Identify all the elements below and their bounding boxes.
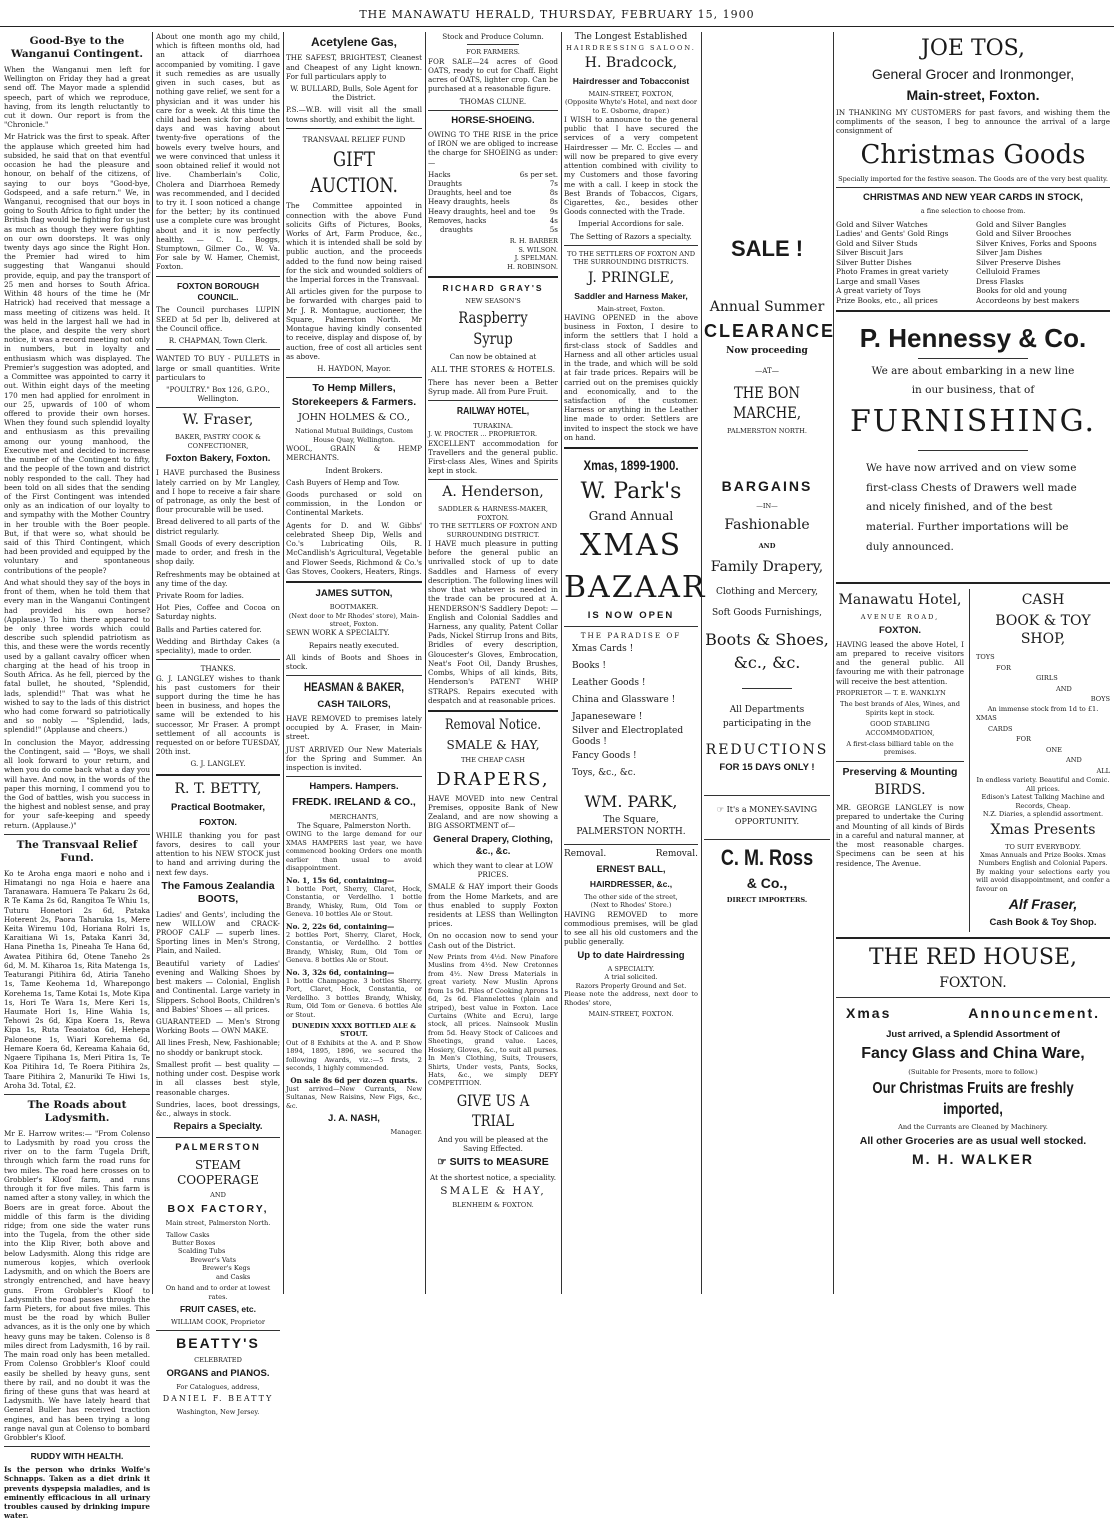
fraser-headline: W. Fraser, bbox=[182, 412, 254, 429]
removal-row bbox=[564, 849, 698, 861]
ball-side: The other side of the street, bbox=[584, 892, 678, 901]
etc: &c., &c. bbox=[733, 653, 801, 673]
park-item: Silver and Electroplated Goods ! bbox=[572, 726, 684, 747]
hemp-addr: National Mutual Buildings, Custom House Quay, Wellington. bbox=[294, 427, 414, 444]
bonmarche-place: PALMERSTON NORTH. bbox=[727, 426, 807, 435]
raspberry-stores: ALL THE STORES & HOTELS. bbox=[430, 364, 556, 374]
now-open: IS NOW OPEN bbox=[587, 610, 675, 622]
tos-imported: Specially imported for the festive season. The Goods are of the very best quality. bbox=[838, 174, 1108, 183]
fraser-sub: BAKER, PASTRY COOK & CONFECTIONER, bbox=[175, 433, 261, 450]
hamper-2: 2 bottles Port, Sherry, Claret, Hock, Constantia, or Verdellho. 2 bottles Brandy, Whisky, Rum, Old Tom or Geneva. 8 bottles Ale or Stout. bbox=[286, 930, 422, 965]
bradcock-salon: HAIRDRESSING SALOON. bbox=[566, 43, 696, 52]
park-place: PALMERSTON NORTH. bbox=[576, 826, 686, 837]
arrived: Just arrived, a Splendid Assortment of bbox=[886, 1029, 1060, 1041]
reductions: REDUCTIONS bbox=[705, 741, 829, 758]
raspberry-text: Can now be obtained at bbox=[449, 352, 537, 362]
beatty-headline: BEATTY'S bbox=[176, 1335, 260, 1352]
goods-list bbox=[836, 220, 1110, 305]
in: —IN— bbox=[756, 502, 778, 511]
ireland-sub: MERCHANTS, bbox=[329, 812, 379, 821]
hotel-prop: PROPRIETOR — T. E. WANKLYN bbox=[836, 688, 946, 697]
fraser-text: Small Goods of every description made to order, and fresh in the shop daily. bbox=[156, 538, 280, 567]
hotel-stabling: GOOD STABLING ACCOMMODATION, bbox=[865, 720, 935, 737]
column-rule bbox=[425, 32, 426, 1294]
cooperage-item: Butter Boxes bbox=[172, 1238, 216, 1247]
zealandia-text: Ladies' and Gents', including the new WILLOW and CRACK-PROOF CALF — superb lines. Sporting lines in Men's Strong, Plain, and Nailed. bbox=[156, 909, 280, 956]
immense: An immense stock from 1d to £1. bbox=[987, 704, 1099, 713]
thanks-sign: G. J. LANGLEY. bbox=[190, 759, 246, 769]
presents-text: Xmas Annuals and Prize Books. Xmas Numbers English and Colonial Papers. bbox=[978, 850, 1108, 868]
zealandia-headline: The Famous Zealandia BOOTS, bbox=[161, 879, 275, 906]
beatty-name: DANIEL F. BEATTY bbox=[162, 1394, 274, 1404]
remedy-text: About one month ago my child, which is fifteen months old, had an attack of diarrhoea accompanied by vomiting. I gave it such remedies as are usually given in such cases, but as nothing gave relief, we sent for a physician and it was under his care for a week. At this time the child had been sick for about ten days and was having about twenty-five operations of the bowels every twelve hours, and we were convinced that unless it soon obtained relief it would not live. Chamberlain's Colic, Cholera and Diarrhoea Remedy was recommended, and I decided to try it. I soon noticed a change for the better; by its continued use a complete cure was brought about and it is now perfectly healthy. — C. L. Boggs, Stumptown, Gilmer Co., W. Va. For sale by W. Hamer, Chemist, Foxton. bbox=[156, 32, 280, 272]
park-item: Toys, &c., &c. bbox=[572, 767, 636, 778]
goods-left: Gold and Silver Watches Ladies' and Gents' Gold Rings Gold and Silver Studs Silver Biscuit Jars Silver Butter Dishes Photo Frames in great variety Large and small Vases A great variety of Toys Prize Books, etc., all prices bbox=[836, 219, 949, 305]
dunedin-fruit: Just arrived—New Currants, New Sultanas, New Raisins, New Figs, &c., &c. bbox=[286, 1084, 422, 1110]
proceeding: Now proceeding bbox=[726, 346, 808, 357]
presents-sub: TO SUIT EVERYBODY. bbox=[1005, 842, 1081, 851]
cooperage-addr: Main street, Palmerston North. bbox=[165, 1219, 271, 1228]
stock-headline: Stock and Produce Column. bbox=[442, 32, 544, 41]
railway-prop: J. W. PROCTER ... PROPRIETOR. bbox=[428, 430, 538, 439]
hemp-firm: JOHN HOLMES & CO., bbox=[298, 412, 410, 424]
cooperage-item: Brewer's Vats bbox=[190, 1255, 237, 1264]
suitable: (Suitable for Presents, more to follow.) bbox=[908, 1067, 1038, 1076]
gift-text: The Committee appointed in connection with the above Fund solicits Gifts of Pictures, Books, Works of Art, Farm Produce, &c., which it is intended shall be sold by public auction, and the proceeds added to the fund now being raised for the sick and wounded soldiers of the Imperial forces in the Transvaal. bbox=[286, 201, 422, 285]
fraser-text: Wedding and Birthday Cakes (a speciality), made to order. bbox=[156, 636, 280, 656]
hotel-addr: AVENUE ROAD, bbox=[860, 613, 940, 622]
clearance: CLEARANCE bbox=[704, 321, 836, 342]
article-paragraph: And what should they say of the boys in front of them, when he told them that every man in the Wanganui Contingent had provided his own horse? (Applause.) To him there appeared to be only three words which could describe such splendid patriotism as this, and these were the words recently used by a gallant cavalry officer when charging at the head of his troop in South Africa. As he fell, pierced by the fatal bullet, he shouted, "Splendid, lads, splendid!" That was what he wished to say to the lads of this district who had come forward so patriotically and so nobly — "Splendid, lads, splendid!" (Applause and cheers.) bbox=[4, 577, 150, 735]
hennessy-text-2: in our business, that of bbox=[911, 384, 1035, 397]
gray-sub: NEW SEASON'S bbox=[465, 296, 521, 305]
shoeing-sign: R. H. BARBER S. WILSON. J. SPELMAN. H. ROBINSON. bbox=[507, 237, 558, 271]
hotel-headline: Manawatu Hotel, bbox=[838, 592, 962, 609]
alf-fraser: Alf Fraser, bbox=[1008, 896, 1078, 913]
sutton-sewn: SEWN WORK A SPECIALTY. bbox=[286, 628, 390, 638]
park-items bbox=[564, 641, 698, 782]
ireland-text: OWING to the large demand for our XMAS HAMPERS last year, we have commenced booking Orders one month earlier than usual to avoid disappointment. bbox=[286, 830, 422, 873]
price-row: Draughts 7s bbox=[428, 179, 558, 188]
ball-razor: Razors Properly Ground and Set. bbox=[575, 981, 687, 990]
cash-headline-2: BOOK & TOY SHOP, bbox=[995, 613, 1091, 648]
xmas-cards-block: XMAS CARDS FOR ONE AND ALL bbox=[976, 714, 1110, 775]
smale-headline: SMALE & HAY, bbox=[446, 737, 540, 752]
betty-sub: Practical Bootmaker, bbox=[171, 801, 265, 813]
ball-sub: HAIRDRESSER, &c., bbox=[589, 879, 673, 890]
toys-block: TOYS FOR GIRLS AND BOYS bbox=[976, 652, 1110, 704]
ball-addr: MAIN-STREET, FOXTON. bbox=[588, 1010, 674, 1019]
article-paragraph: When the Wanganui men left for Wellington on Friday they had a great send off. The Mayor made a splendid speech, part of which we reproduce, having, from its length reluctantly to cut it down. Our report is from the "Chronicle." bbox=[4, 64, 150, 130]
sutton-headline: JAMES SUTTON, bbox=[315, 587, 393, 599]
article-paragraph: Mr Hatrick was the first to speak. After the applause which greeted him had subsided, he said that on that eventful occasion he had the pleasure and honour, on behalf of the citizens, of saying to our boys "Good-bye, Godspeed, and a safe return." We, in Wanganui, recognised that our boys in going to South Africa to fight under the British flag would be fighting for us just as much as though they were fighting on our own doorsteps. It was only twenty days ago since the Right Hon. the Premier had wired to him suggesting that Wanganui should provide, equip, and pay the transport of 25 men and horses to South Africa. Within 48 hours of the time he (Mr Hatrick) had received that message a mass meeting of citizens was held. It was held in the largest hall we had in the place, and despite the very short notice, it was a record meeting not only in numbers, but in loyalty and enthusiasm which was displayed. The Premier's suggestion was adopted, and a Committee was appointed to carry it out. Within eight days of the meeting 170 men had applied for enrolment in our 25, upwards of 100 of whom offered to provide their own horses. When they found such splendid loyalty and enthusiasm as this prevailing among our young manhood, the Executive met and decided to increase the number of the Contingent to fifty, and the people of the town and district nobly responded to the call. They had been told on all sides that the sending of the First Contingent was intended only as an indication of our loyalty to and sympathy with the Mother Country in her trouble with the Boer people. But, if that were so, what should be said of this Third Contingent, which had been provided and equipped by the voluntary and spontaneous contributions of the people? bbox=[4, 132, 150, 575]
currants: And the Currants are Cleaned by Machinery. bbox=[898, 1123, 1048, 1132]
at: —AT— bbox=[755, 365, 779, 375]
ball-note: Please note the address, next door to Rhodes' store, bbox=[564, 990, 698, 1007]
groceries: All other Groceries are as usual well stocked. bbox=[859, 1134, 1087, 1147]
pringle-addr: Main-street, Foxton. bbox=[597, 304, 665, 313]
dunedin-sale: On sale 8s 6d per dozen quarts. bbox=[290, 1075, 418, 1085]
betty-text: WHILE thanking you for past favors, desires to call your attention to his NEW STOCK just to hand and arriving during the next few days. bbox=[156, 830, 280, 877]
furnishing: FURNISHING. bbox=[849, 404, 1097, 440]
beatty-place: Washington, New Jersey. bbox=[176, 1407, 260, 1416]
henderson-text: I HAVE much pleasure in putting before the general public an unrivalled stock of up to date Saddles and Harness of every description. The following lines will show that whatever is needed in the trade can be procured at A. HENDERSON'S Saddlery Depot: — English and Colonial Saddles and Harness, any quality, Patent Collar Pads, Nickel Stirrup Irons and Bits, Bridles of every description, Gloucester's Gloves, Embrocation, Neat's Foot Oil, Dandy Brushes, Combs, Whips of all kinds, Bits, Henderson's PATENT WHIP STRAPS. Repairs executed with despatch and at reasonable prices. bbox=[428, 539, 558, 705]
masthead bbox=[0, 4, 1114, 27]
zealandia-text: GUARANTEED — Men's Strong Working Boots — OWN MAKE. bbox=[156, 1017, 280, 1036]
hemp-headline: To Hemp Millers, Storekeepers & Farmers. bbox=[291, 382, 417, 408]
trial-text: And you will be pleased at the Saving Effected. bbox=[438, 1134, 548, 1154]
wool-text: Cash Buyers of Hemp and Tow. bbox=[286, 477, 400, 487]
christmas-goods: Christmas Goods bbox=[860, 139, 1086, 170]
pringle-text: HAVING OPENED in the above business in Foxton, I desire to inform the settlers that I hold a first-class stock of Saddles and Harness and all other articles usual in the trade, and which will be sold at fair trade prices. Repairs will be carried out on the premises quickly and economically, and to the satisfaction of the customer. Harness or anything in the Leather line made to order. Settlers are invited to inspect the stock we have on hand. bbox=[564, 312, 698, 442]
hennessy-headline: P. Hennessy & Co. bbox=[859, 323, 1087, 354]
raspberry-headline: Raspberry Syrup bbox=[458, 308, 528, 348]
column-1 bbox=[4, 32, 150, 1520]
relief-headline: The Transvaal Relief Fund. bbox=[16, 838, 138, 865]
bargains: BARGAINS bbox=[721, 478, 813, 495]
ross-headline: C. M. Ross bbox=[720, 845, 814, 871]
column-6 bbox=[704, 32, 836, 1294]
railway-sub: TURAKINA. bbox=[473, 421, 513, 430]
raspberry-note: There has never been a Better Syrup made. All from Pure Fruit. bbox=[428, 377, 558, 396]
cooperage-headline-2: STEAM COOPERAGE bbox=[177, 1157, 259, 1187]
cooperage-and: AND bbox=[210, 1191, 226, 1200]
bradcock-top: The Longest Established bbox=[574, 32, 688, 42]
price-row: draughts 5s bbox=[440, 225, 558, 235]
fraser-text: I HAVE purchased the Business lately carried on by Mr Langley, and I hope to receive a fair share of patronage, as only the best of flour procurable will be used. bbox=[156, 468, 280, 515]
ireland-headline: FREDK. IRELAND & CO., bbox=[292, 796, 416, 809]
presents-headline: Xmas Presents bbox=[990, 821, 1096, 838]
bonmarche: THE BON MARCHE, bbox=[732, 382, 802, 423]
park-item: Fancy Goods ! bbox=[572, 750, 637, 761]
pringle-sub: Saddler and Harness Maker, bbox=[574, 290, 688, 301]
ruddy-headline: RUDDY WITH HEALTH. bbox=[30, 1451, 124, 1462]
presents-note: By making your selections early you will avoid disappointment, and confer a favour on bbox=[976, 867, 1110, 893]
diaries: N.Z. Diaries, a splendid assortment. bbox=[982, 810, 1104, 819]
railway-headline: RAILWAY HOTEL, bbox=[456, 405, 530, 418]
annual-summer: Annual Summer bbox=[709, 299, 825, 316]
park-square: The Square, bbox=[603, 815, 659, 826]
thanks-text: G. J. LANGLEY wishes to thank his past customers for their support during the time he has been in business, and hopes the same will be extended to his successor, Mr Fraser. A prompt settlement of all accounts is requested on or before TUESDAY, 20th inst. bbox=[156, 673, 280, 757]
nash-name: J. A. NASH, bbox=[328, 1113, 380, 1125]
park-item: China and Glassware ! bbox=[572, 694, 676, 705]
column-5 bbox=[564, 32, 707, 1294]
park-item: Japaneseware ! bbox=[572, 712, 643, 722]
smale-addr: BLENHEIM & FOXTON. bbox=[452, 1201, 534, 1210]
park-headline: W. Park's bbox=[580, 478, 682, 504]
bradcock-acc: Imperial Accordions for sale. bbox=[578, 219, 684, 229]
christmas-fruits: Our Christmas Fruits are freshly imported, bbox=[872, 1080, 1074, 1118]
removal-right: Removal. bbox=[655, 849, 698, 860]
betty-headline: R. T. BETTY, bbox=[174, 780, 262, 797]
henderson-headline: A. Henderson, bbox=[442, 484, 544, 501]
smale-sub: THE CHEAP CASH bbox=[460, 756, 526, 765]
fraser-text: Private Room for ladies. bbox=[156, 590, 244, 600]
park-grand: Grand Annual bbox=[588, 509, 674, 524]
price-row: Removes, hacks 4s bbox=[428, 215, 558, 225]
council-text: The Council purchases LUPIN SEED at 5d per lb, delivered at the Council office. bbox=[156, 305, 280, 333]
smale-import: SMALE & HAY import their Goods from the Home Markets, and are thus enabled to supply Foxton residents at LESS than Wellington prices. bbox=[428, 882, 558, 929]
walker: M. H. WALKER bbox=[912, 1151, 1034, 1168]
price-row: Heavy draughts, heels 8s bbox=[428, 197, 558, 207]
pringle-to: TO THE SETTLERS OF FOXTON AND THE SURROUNDING DISTRICTS. bbox=[566, 249, 696, 267]
birds-headline-2: BIRDS. bbox=[874, 782, 926, 799]
announcement-word: Announcement. bbox=[968, 1005, 1100, 1022]
wool-text: Agents for D. and W. Gibbs' celebrated Sheep Dip, Wells and Co.'s Lubricating Oils, R. McCandlish's Agricultural, Vegetable and Flower Seeds, Richmond & Co.'s Gas Stoves, Cookers, Heaters, Rings. bbox=[286, 520, 422, 576]
oats-text: FOR SALE—24 acres of Good OATS, ready to cut for Chaff. Eight acres of OATS, lighter crop. Can be purchased at a reasonable figure. bbox=[428, 56, 558, 94]
hamper-2-head: No. 2, 22s 6d, containing— bbox=[286, 921, 395, 931]
zealandia-text: Sundries, laces, boot dressings, &c., always in stock. bbox=[156, 1099, 280, 1118]
hennessy-text-1: We are about embarking in a new line bbox=[871, 365, 1075, 378]
hand-icon: ☞ bbox=[437, 1156, 447, 1169]
bradcock-opp: (Opposite Whyte's Hotel, and next door to E. Osborne, draper.) bbox=[564, 98, 698, 115]
bradcock-headline: H. Bradcock, bbox=[584, 54, 678, 71]
article-paragraph: In conclusion the Mayor, addressing the Contingent, said — "Boys, we shall all look forward to your return, and when you do come back what a day you will have. And now, in the words of the paper this morning, I commend you to the God of battles, wish you success in the highest and noblest sense, and pray for your safe-keeping and speedy return. (Applause.)" bbox=[4, 737, 150, 830]
thanks-headline: THANKS. bbox=[200, 664, 236, 674]
smale-sign: SMALE & HAY, bbox=[440, 1184, 546, 1197]
hampers-headline: Hampers. Hampers. bbox=[309, 781, 399, 793]
hotel-brands: The best brands of Ales, Wines, and Spirits kept in stock. bbox=[840, 700, 960, 717]
cooperage-prop: WILLIAM COOK, Proprietor bbox=[170, 1317, 266, 1326]
pringle-headline: J. PRINGLE, bbox=[587, 269, 675, 286]
zealandia-text: Beautiful variety of Ladies' evening and Walking Shoes by best makers — Colonial, English and Continental. Large variety in Slippers. School Boots, Children's and Babies' Shoes — all prices. bbox=[156, 958, 280, 1014]
cooperage-headline: PALMERSTON bbox=[175, 1142, 261, 1154]
fraser-bakery: Foxton Bakery, Foxton. bbox=[165, 453, 271, 465]
alf-sub: Cash Book & Toy Shop. bbox=[989, 917, 1097, 929]
give-trial: GIVE US A TRIAL bbox=[456, 1090, 530, 1131]
column-rule bbox=[283, 32, 284, 1294]
ball-trial: A trial solicited. bbox=[604, 973, 658, 982]
cooperage-items bbox=[166, 1231, 280, 1282]
sutton-sub: BOOTMAKER. bbox=[329, 603, 379, 612]
smale-clear: which they want to clear at LOW PRICES. bbox=[433, 860, 553, 880]
smale-note: On no occasion now to send your Cash out of the District. bbox=[428, 931, 558, 950]
acetylene-text: THE SAFEST, BRIGHTEST, Cleanest and Cheapest of any Light known. For full particulars apply to bbox=[286, 53, 422, 81]
hamper-1: 1 bottle Port, Sherry, Claret, Hock, Constantia, or Verdellho. 1 bottle Brandy, Whisky, Rum, Old Tom or Geneva. 10 bottles Ale or Stout. bbox=[286, 884, 422, 919]
shoeing-headline: HORSE-SHOEING. bbox=[451, 114, 535, 126]
price-row: Heavy draughts, heel and toe 9s bbox=[428, 206, 558, 216]
roads-text: Mr E. Harrow writes:— "From Colenso to Ladysmith by road you cross the river on to the farm Tugela Drift, through which farm the road runs for two miles. The road here crosses on to Grobbler's Kloof farm, and runs through it for five miles. This farm is named after a stony valley, in which the Boers are in great force. About the middle of this farm is the dividing ridge; from one side the water runs into the Tugela, from the other side into the Klip River, both above and below Ladysmith. Along this ridge are numerous kopjes, which overlook Ladysmith, and on which the Boers are strongly entrenched, and have heavy guns. From Grobbler's Kloof to Ladysmith the road passes through the farm Pieters, for about five miles. This must be the road by which Buller advances, as it is the only one by which heavy guns may be taken. Colenso is 8 miles direct from Ladysmith, 16 by rail. The main road only has been metalled. From Colenso Grobbler's Kloof could easily be shelled by heavy guns, sent there by rail, and no doubt it was the firing of these guns that was heard at Ladysmith. We have lately heard that General Buller has received traction engines, and has been trying a long range naval gun at Colenso to bombard Grobbler's Kloof. bbox=[4, 1128, 150, 1443]
acetylene-headline: Acetylene Gas, bbox=[310, 35, 398, 49]
park-item: Books ! bbox=[572, 660, 607, 671]
tos-addr: Main-street, Foxton. bbox=[906, 87, 1040, 104]
council-headline: FOXTON BOROUGH COUNCIL. bbox=[176, 280, 259, 302]
paradise: THE PARADISE OF bbox=[580, 631, 682, 641]
column-rule bbox=[152, 32, 153, 1294]
oats-sign: THOMAS CLUNE. bbox=[459, 96, 527, 106]
smale-list: New Prints from 4½d. New Pinafore Muslins from 4½d. New Cretonnes from 4½. New Dress Materials in great variety. New Muslin Aprons from 1s 9d. Piles of Cooking Aprons 1s 6d, 2s 6d. Flannelettes (plain and striped), best value in Foxton. Lace Curtains (White and Ecru), large stock, all prices. Nainsook Muslin from 5d. Heavy Stock of Calicoes and Sheetings, grand value. Laces, Hosiery, Gloves, &c., to suit all purses. In Men's Clothing, Suits, Trousers, Shirts, Under vests, Pants, Socks, Hats, &c., we simply DEFY COMPETITION. bbox=[428, 952, 558, 1088]
dunedin-text: Out of 8 Exhibits at the A. and P. Show 1894, 1895, 1896, we secured the following Awards, viz.:—5 firsts, 2 seconds, 1 highly commended. bbox=[286, 1038, 422, 1073]
price-row: Hacks 6s per set. bbox=[428, 169, 558, 179]
park-item: Xmas Cards ! bbox=[572, 643, 634, 654]
drapers-headline: DRAPERS, bbox=[436, 768, 550, 790]
cash-book-ad bbox=[976, 589, 1110, 932]
xmas: XMAS bbox=[579, 528, 683, 564]
fraser-text: Refreshments may be obtained at any time of the day. bbox=[156, 569, 280, 588]
farmers: FOR FARMERS. bbox=[466, 48, 520, 57]
park-name: WM. PARK, bbox=[584, 791, 678, 811]
days: FOR 15 DAYS ONLY ! bbox=[719, 762, 815, 774]
pullets-sign: "POULTRY." Box 126, G.P.O., Wellington. bbox=[166, 384, 270, 404]
tos-sub: General Grocer and Ironmonger, bbox=[871, 66, 1075, 83]
endless: In endless variety. Beautiful and Comic. All prices. bbox=[976, 776, 1110, 793]
boots-shoes: Boots & Shoes, bbox=[705, 629, 829, 649]
wool-text: Goods purchased or sold on commission, in the London or Continental Markets. bbox=[286, 490, 422, 518]
pullets-text: WANTED TO BUY - PULLETS in large or small quantities. Write particulars to bbox=[156, 354, 280, 382]
ball-headline: ERNEST BALL, bbox=[596, 863, 666, 875]
suits-text: At the shortest notice, a speciality. bbox=[430, 1172, 556, 1182]
column-rule bbox=[701, 32, 702, 1294]
sutton-addr: (Next door to Mr Rhodes' store), Main-street, Foxton. bbox=[288, 611, 420, 629]
hamper-1-head: No. 1, 15s 6d, containing— bbox=[286, 875, 395, 885]
bradcock-text: I WISH to announce to the general public that I have secured the services of a very competent Hairdresser — Mr. C. Eccles — and will now be prepared to give every attention combined with civility to my Customers and those favoring me with a call. I keep in stock the Best Brands of Tobaccos, Cigars, Cigarettes, &c., besides other Goods connected with the Trade. bbox=[564, 115, 698, 217]
birds-headline: Preserving & Mounting bbox=[842, 765, 958, 778]
wool-text: WOOL, GRAIN & HEMP MERCHANTS. bbox=[286, 444, 422, 463]
xmas-year: Xmas, 1899-1900. bbox=[583, 457, 679, 474]
repairs-specialty: Repairs a Specialty. bbox=[173, 1121, 263, 1133]
fraser-text: Balls and Parties catered for. bbox=[156, 624, 262, 634]
beatty-cat: For Catalogues, address, bbox=[176, 1382, 260, 1391]
ball-text: HAVING REMOVED to more commodious premises, will be glad to see all his old customers and the public generally. bbox=[564, 909, 698, 947]
smale-goods: General Drapery, Clothing, &c., &c. bbox=[433, 833, 553, 857]
removal-notice: Removal Notice. bbox=[444, 716, 541, 733]
bradcock-sub: Hairdresser and Tobacconist bbox=[572, 75, 690, 86]
dunedin-headline: DUNEDIN XXXX BOTTLED ALE & STOUT. bbox=[291, 1021, 417, 1039]
cooperage-item: Brewer's Kegs bbox=[202, 1264, 251, 1273]
gift-auction-headline: GIFT AUCTION. bbox=[310, 147, 398, 197]
shoeing-text: OWING TO THE RISE in the price of IRON we are obliged to increase the charge for SHOEING as under:— bbox=[428, 129, 558, 167]
price-row: Draughts, heel and toe 8s bbox=[428, 188, 558, 198]
gift-sign: H. HAYDON, Mayor. bbox=[317, 364, 391, 374]
heasman-sub: CASH TAILORS, bbox=[317, 698, 391, 710]
ireland-addr: The Square, Palmerston North. bbox=[297, 821, 411, 831]
sutton-stock: All kinds of Boots and Shoes in stock. bbox=[286, 652, 422, 672]
henderson-to: TO THE SETTLERS OF FOXTON AND SURROUNDING DISTRICT. bbox=[428, 522, 558, 539]
beatty-organs: ORGANS and PIANOS. bbox=[166, 1367, 270, 1379]
bradcock-addr: MAIN-STREET, FOXTON, bbox=[588, 89, 674, 98]
hotel-text: HAVING leased the above Hotel, I am prepared to receive visitors and the general public. All favouring me with their patronage will receive the best attention. bbox=[836, 639, 964, 686]
red-house: THE RED HOUSE, bbox=[868, 945, 1078, 971]
box-factory: BOX FACTORY, bbox=[167, 1202, 269, 1215]
transvaal-headline: TRANSVAAL RELIEF FUND bbox=[302, 134, 406, 144]
heasman-headline: HEASMAN & BAKER, bbox=[303, 680, 405, 695]
gray-headline: RICHARD GRAY'S bbox=[442, 283, 544, 294]
suits-headline: ☞ SUITS to MEASURE bbox=[437, 1156, 549, 1169]
departments: All Departments participating in the bbox=[722, 704, 812, 730]
xmas-announcement bbox=[836, 1002, 1110, 1026]
smale-text: HAVE MOVED into new Central Premises, opposite Bank of New Zealand, and are now showing a BIG ASSORTMENT of— bbox=[428, 793, 558, 831]
removal-left: Removal. bbox=[564, 849, 607, 860]
park-item: Leather Goods ! bbox=[572, 677, 646, 688]
fancy-glass: Fancy Glass and China Ware, bbox=[861, 1045, 1085, 1063]
column-rule bbox=[833, 32, 834, 1294]
acetylene-sign: W. BULLARD, Bulls, Sole Agent for the District. bbox=[290, 84, 418, 103]
red-foxton: FOXTON. bbox=[939, 975, 1007, 992]
sale-headline: SALE ! bbox=[730, 236, 804, 261]
cards-sub: a fine selection to choose from. bbox=[920, 207, 1026, 216]
column-4 bbox=[428, 32, 558, 1294]
bazaar: BAZAAR bbox=[564, 569, 707, 605]
column-3 bbox=[286, 32, 422, 1294]
family-drapery: Family Drapery, bbox=[710, 558, 824, 575]
fruit-cases: FRUIT CASES, etc. bbox=[179, 1304, 257, 1315]
ross-co: & Co., bbox=[746, 875, 788, 892]
hotel-place: FOXTON. bbox=[878, 624, 922, 636]
heasman-arrived: JUST ARRIVED Our New Materials for the Spring and Summer. An inspection is invited. bbox=[286, 744, 422, 772]
betty-place: FOXTON. bbox=[199, 816, 237, 827]
railway-text: EXCELLENT accommodation for Travellers and the general public. First-class Ales, Wines and Spirits kept in stock. bbox=[428, 438, 558, 476]
hamper-3: 1 bottle Champagne. 3 bottles Sherry, Port, Claret, Hock, Constantia, or Verdellho. 3 bottles Brandy, Whisky, Rum, Old Tom or Geneva. 6 bottles Ale or Stout. bbox=[286, 976, 422, 1019]
column-2 bbox=[156, 32, 280, 1416]
relief-text: Ko te Aroha enga maori e noho and i Himatangi no nga Hoia e haere ana Taranawara. Hamuera Te Pakaru 2s 6d, R Te Kama 2s 6d, Rangitoa Te Whiu 1s, Tuturu Honetori 2s 6d, Pataka Hoterent 2s, Paora Taharuka 1s, Mere Keita Wiremu 10d, Horiana Rolri 1s, Karaitiana Wi 1s, Pataka Kanri 3d, Hana Pinetha 1s, Pineaha Te Hana 6d, Awatea Pitihira 6d, Otene Taneho 2s 6d, M. M. Kiharoa 1s, Rita Matenga 1s, Teaturangi Pitihira 6d, Atiria Taneho 1s, Tame Keohema 1d, Wharepongo Korehema 1s, Tame Kotai 1s, Mote Kipa 1s, Hori Te Wara 1s, Mere Keri 1s, Haumate Hori 1s, Hine Wahia 1s, Tehowi 2s 6d, Kipa Koera 1s, Rewa Kipa 1s, Ruta Teaoiatoa 6d, Hehepa Paloneone 1s, Wiari Korehema 6d, Hemare Koera 6d, Kereama Kahaia 6d, Ngaere Tipihana 1s, Meri Pitira 1s, Te Koa Pitihira 1d, Te Roera Pitihira 2s, Taare Pitihira 2, Manuriki Te Hiwi 1s, Aroha 3d. Total, £2. bbox=[4, 868, 150, 1090]
acetylene-ps: P.S.—W.B. will visit all the small towns shortly, and exhibit the light. bbox=[286, 105, 422, 124]
hotel-billiard: A first-class billiard table on the premises. bbox=[846, 740, 954, 757]
nash-title: Manager. bbox=[390, 1128, 422, 1137]
ruddy-text: Is the person who drinks Wolfe's Schnapps. Taken as a diet drink it prevents dyspepsia maladies, and is eminently efficacious in all urinary troubles caused by drinking impure water. bbox=[4, 1465, 150, 1520]
hotel-ad bbox=[836, 589, 970, 932]
henderson-sub: SADDLER & HARNESS-MAKER, FOXTON. bbox=[438, 505, 548, 522]
cooperage-item: Scalding Tubs bbox=[178, 1247, 226, 1256]
soft-goods: Soft Goods Furnishings, bbox=[711, 608, 822, 619]
column-rule bbox=[561, 32, 562, 1294]
fraser-text: Hot Pies, Coffee and Cocoa on Saturday nights. bbox=[156, 603, 280, 622]
fraser-text: Bread delivered to all parts of the district regularly. bbox=[156, 517, 280, 536]
xmas-word: Xmas bbox=[846, 1005, 892, 1022]
hennessy-text-3: We have now arrived and on view some first-class Chests of Drawers well made and nicely finished, and of the best material. Further importations will be duly announced. bbox=[866, 461, 1077, 554]
cash-headline: CASH bbox=[1021, 592, 1065, 609]
sutton-repairs: Repairs neatly executed. bbox=[308, 640, 400, 650]
gift-text: All articles given for the purpose to be forwarded with charges paid to Mr J. R. Montague, auctioneer, the Square, Palmerston North. Mr Montague having kindly consented to receive, display and dispose of, by auction, free of cost all articles sent as above. bbox=[286, 287, 422, 361]
roads-headline: The Roads about Ladysmith. bbox=[27, 1098, 127, 1125]
shoeing-prices bbox=[428, 170, 558, 235]
bradcock-razor: The Setting of Razors a specialty. bbox=[570, 231, 692, 241]
ross-sub: DIRECT IMPORTERS. bbox=[726, 896, 808, 905]
column-7 bbox=[836, 32, 1110, 1294]
article-headline: Good-Bye to the Wanganui Contingent. bbox=[10, 35, 143, 61]
zealandia-text: Smallest profit — best quality — nothing under cost. Despise work in all classes best style, reasonable charges. bbox=[156, 1059, 280, 1097]
masthead-title: THE MANAWATU HERALD, THURSDAY, FEBRUARY 15, 1900 bbox=[359, 8, 755, 21]
cooperage-item: and Casks bbox=[216, 1272, 251, 1281]
hamper-3-head: No. 3, 32s 6d, containing— bbox=[286, 967, 395, 977]
cards-headline: CHRISTMAS AND NEW YEAR CARDS IN STOCK, bbox=[863, 192, 1083, 204]
ball-spec: A SPECIALTY. bbox=[607, 964, 655, 973]
money-saving: ☞ It's a MONEY-SAVING OPPORTUNITY. bbox=[716, 804, 818, 827]
edison: Edison's Latest Talking Machine and Records, Cheap. bbox=[981, 793, 1105, 810]
council-sign: R. CHAPMAN, Town Clerk. bbox=[168, 336, 268, 346]
tos-text: IN THANKING MY CUSTOMERS for past favors, and wishing them the compliments of the season, I beg to announce the arrival of a large consignment of bbox=[836, 107, 1110, 136]
birds-text: MR. GEORGE LANGLEY is now prepared to undertake the Curing and Mounting of all kinds of Birds in a careful and natural manner, at the most reasonable charges. Specimens can be seen at his residence, The Avenue. bbox=[836, 803, 964, 868]
hand-icon: ☞ bbox=[716, 804, 725, 814]
clothing: Clothing and Mercery, bbox=[716, 586, 818, 597]
ball-update: Up to date Hairdressing bbox=[577, 949, 685, 961]
cooperage-note: On hand and to order at lowest rates. bbox=[165, 1284, 271, 1301]
cooperage-item: Tallow Casks bbox=[166, 1230, 210, 1239]
fashionable: Fashionable bbox=[724, 516, 810, 533]
wool-text: Indent Brokers. bbox=[325, 465, 383, 475]
heasman-text: HAVE REMOVED to premises lately occupied by A. Fraser, in Main-street. bbox=[286, 713, 422, 742]
and: AND bbox=[758, 542, 776, 551]
beatty-sub: CELEBRATED bbox=[194, 1356, 242, 1365]
ball-next: (Next to Rhodes' Store.) bbox=[590, 901, 672, 910]
goods-right: Gold and Silver Bangles Gold and Silver Brooches Silver Knives, Forks and Spoons Silver Jam Dishes Silver Preserve Dishes Celluloid Frames Dress Flasks Books for old and young Accordeons by best makers bbox=[976, 219, 1097, 305]
zealandia-text: All lines Fresh, New, Fashionable; no shoddy or bankrupt stock. bbox=[156, 1038, 280, 1057]
tos-headline: JOE TOS, bbox=[921, 36, 1025, 61]
